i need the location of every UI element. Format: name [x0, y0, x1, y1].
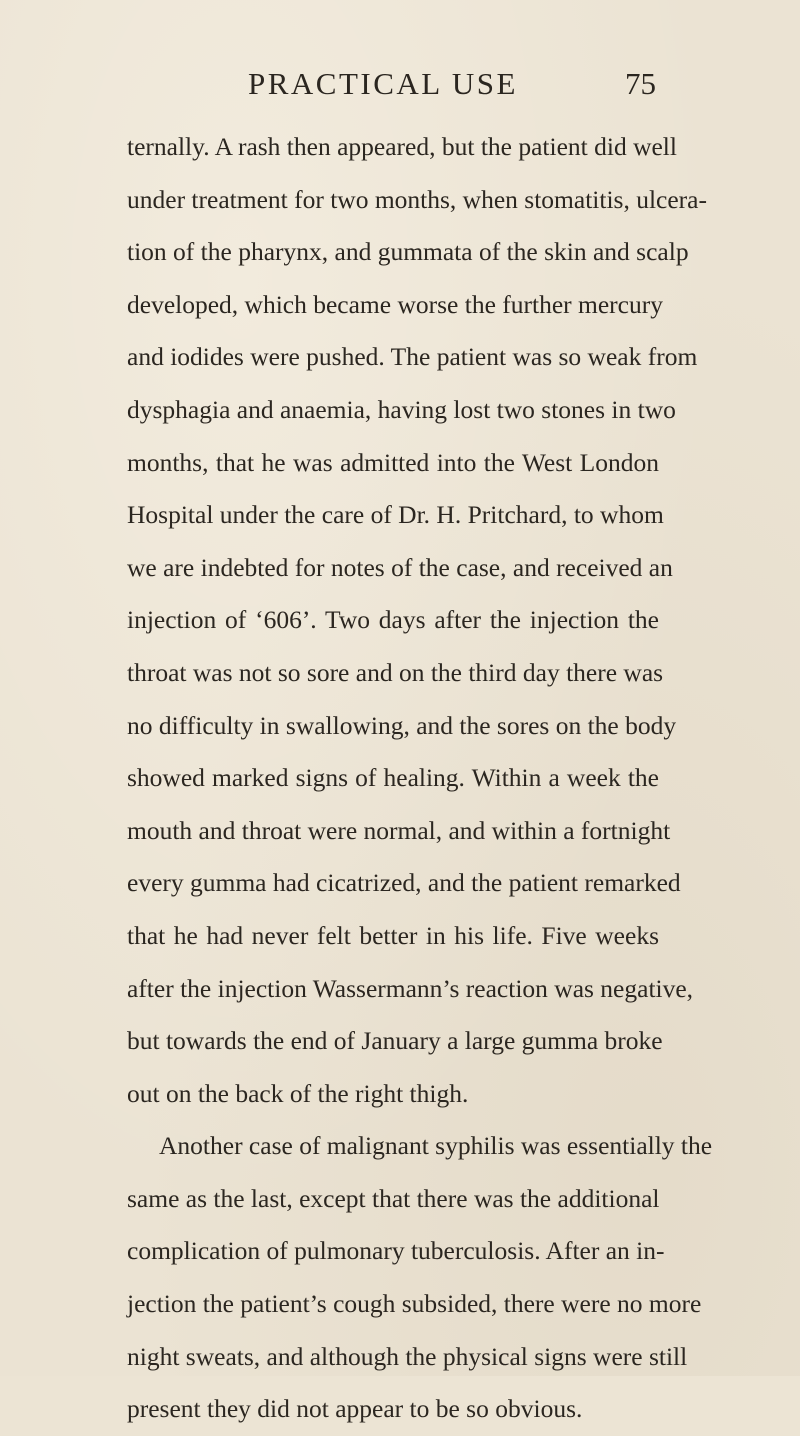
running-head	[0, 64, 800, 104]
text-line: tion of the pharynx, and gummata of the skin and scalp	[127, 237, 689, 267]
text-line: but towards the end of January a large gumma broke	[127, 1026, 663, 1056]
text-line: night sweats, and although the physical signs were still	[127, 1341, 688, 1371]
text-line: and iodides were pushed. The patient was so weak from	[127, 342, 698, 372]
running-title: PRACTICAL USE	[248, 66, 518, 101]
text-line: months, that he was admitted into the West London	[127, 447, 659, 477]
text-line: complication of pulmonary tuberculosis. After an in-	[127, 1236, 665, 1266]
text-line: injection of ‘606’. Two days after the injection the	[127, 605, 659, 635]
paragraph-end-line: out on the back of the right thigh.	[127, 1078, 469, 1108]
text-line: jection the patient’s cough subsided, there were no more	[127, 1289, 702, 1319]
text-line: showed marked signs of healing. Within a week the	[127, 763, 659, 793]
text-line: that he had never felt better in his life. Five weeks	[127, 920, 659, 950]
paragraph-start-line: Another case of malignant syphilis was essentially the	[159, 1131, 713, 1161]
body-text	[127, 121, 713, 1436]
page-number: 75	[625, 66, 656, 101]
text-line: ternally. A rash then appeared, but the patient did well	[127, 132, 677, 161]
text-line: after the injection Wassermann’s reaction was negative,	[127, 973, 694, 1003]
text-line: throat was not so sore and on the third day there was	[127, 657, 664, 687]
text-line: Hospital under the care of Dr. H. Pritchard, to whom	[127, 500, 664, 530]
text-line: mouth and throat were normal, and within a fortnight	[127, 815, 671, 845]
text-line: same as the last, except that there was the additional	[127, 1183, 660, 1213]
text-line: every gumma had cicatrized, and the patient remarked	[127, 868, 681, 898]
paragraph-end-line: present they did not appear to be so obvious.	[127, 1394, 583, 1424]
text-line: no difficulty in swallowing, and the sores on the body	[127, 710, 677, 740]
text-line: we are indebted for notes of the case, and received an	[127, 552, 673, 582]
text-line: dysphagia and anaemia, having lost two stones in two	[127, 394, 676, 424]
text-line: under treatment for two months, when stomatitis, ulcera-	[127, 184, 707, 214]
text-line: developed, which became worse the further mercury	[127, 289, 663, 319]
